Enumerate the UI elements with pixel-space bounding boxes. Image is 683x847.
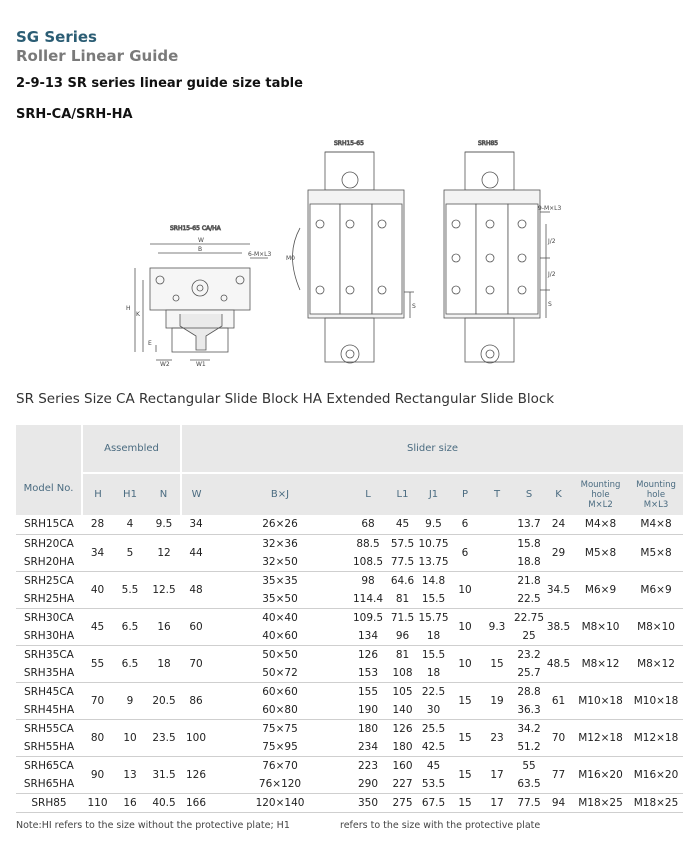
l-cell: 68 <box>349 515 387 534</box>
t-cell <box>481 515 513 534</box>
table-row <box>16 719 683 738</box>
l-cell: 290 <box>349 775 387 794</box>
col-header: L1 <box>396 489 409 500</box>
bj-cell: 32×50 <box>211 553 349 572</box>
l-cell: 153 <box>349 664 387 683</box>
l-cell: 114.4 <box>349 590 387 609</box>
h1-cell: 10 <box>113 719 147 756</box>
t-cell: 9.3 <box>481 608 513 645</box>
l-cell: 134 <box>349 627 387 646</box>
model-cell: SRH65CA <box>24 759 74 772</box>
section-title: 2-9-13 SR series linear guide size table <box>16 76 303 91</box>
w-cell: 48 <box>181 571 211 608</box>
table-body <box>16 515 683 812</box>
bj-cell: 75×95 <box>211 738 349 757</box>
s-cell: 22.75 <box>513 611 545 624</box>
p-cell: 10 <box>449 571 481 608</box>
s-cell: 13.7 <box>513 515 545 534</box>
k-cell: 94 <box>545 793 572 812</box>
k-cell: 70 <box>545 719 572 756</box>
bj-cell: 35×35 <box>262 574 298 587</box>
l-cell: 190 <box>349 701 387 720</box>
model-cell: SRH45HA <box>16 701 82 720</box>
l-cell: 126 <box>357 648 379 661</box>
mount-l3-cell: M18×25 <box>629 793 683 812</box>
col-header: H1 <box>123 489 137 500</box>
s-cell: 34.2 <box>517 722 541 735</box>
k-cell: 24 <box>545 515 572 534</box>
dim-label: K <box>136 311 140 318</box>
dim-label: B <box>198 246 203 253</box>
n-cell: 31.5 <box>147 756 181 793</box>
s-cell: 36.3 <box>513 701 545 720</box>
h1-cell: 9 <box>113 682 147 719</box>
l-cell: 223 <box>357 759 379 772</box>
model-cell: SRH65HA <box>16 775 82 794</box>
n-cell: 12.5 <box>147 571 181 608</box>
w-cell: 60 <box>181 608 211 645</box>
mount-l2-cell: M6×9 <box>572 571 629 608</box>
t-cell: 19 <box>481 682 513 719</box>
model-cell: SRH20HA <box>16 553 82 572</box>
mount-l2-cell: M18×25 <box>572 793 629 812</box>
n-cell: 23.5 <box>147 719 181 756</box>
dim-label: W2 <box>160 361 170 368</box>
footnote-continued: refers to the size with the protective plate <box>340 820 541 831</box>
col-header: P <box>462 489 469 500</box>
l1-cell: 57.5 <box>390 537 415 550</box>
bj-cell: 40×60 <box>211 627 349 646</box>
l1-cell: 71.5 <box>390 611 415 624</box>
col-header: T <box>493 489 501 500</box>
h1-cell: 6.5 <box>113 645 147 682</box>
model-cell: SRH35HA <box>16 664 82 683</box>
model-title: SRH-CA/SRH-HA <box>16 107 133 122</box>
model-cell: SRH55HA <box>16 738 82 757</box>
l1-cell: 140 <box>387 701 418 720</box>
table-row <box>16 645 683 664</box>
s-cell: 25 <box>513 627 545 646</box>
model-cell: SRH15CA <box>16 515 82 534</box>
j1-cell: 15.5 <box>421 648 446 661</box>
w-cell: 126 <box>181 756 211 793</box>
l-cell: 155 <box>357 685 379 698</box>
mount-l3-cell: M6×9 <box>629 571 683 608</box>
t-cell: 17 <box>481 756 513 793</box>
l-cell: 234 <box>349 738 387 757</box>
h-cell: 45 <box>82 608 113 645</box>
table-row <box>16 571 683 590</box>
mount-l3-cell: M12×18 <box>629 719 683 756</box>
l1-cell: 77.5 <box>387 553 418 572</box>
h-cell: 55 <box>82 645 113 682</box>
p-cell: 10 <box>449 608 481 645</box>
w-cell: 34 <box>181 515 211 534</box>
l1-cell: 81 <box>395 648 410 661</box>
n-cell: 40.5 <box>147 793 181 812</box>
l1-cell: 45 <box>387 515 418 534</box>
p-cell: 6 <box>449 515 481 534</box>
l-cell: 180 <box>357 722 379 735</box>
size-table <box>16 425 683 813</box>
t-cell: 23 <box>481 719 513 756</box>
bj-cell: 50×72 <box>211 664 349 683</box>
slider-header: Slider size <box>181 425 683 473</box>
l1-cell: 126 <box>392 722 413 735</box>
bj-cell: 40×40 <box>262 611 298 624</box>
mounting-hole-l2-header: Mounting hole M×L2 <box>580 479 621 510</box>
col-header: H <box>94 489 102 500</box>
mount-l2-cell: M5×8 <box>572 534 629 571</box>
h-cell: 90 <box>82 756 113 793</box>
dim-label: 6-M×L3 <box>248 251 272 258</box>
h-cell: 34 <box>82 534 113 571</box>
right-view-drawing <box>444 140 550 363</box>
l-cell: 350 <box>349 793 387 812</box>
t-cell <box>481 534 513 571</box>
j1-cell: 15.75 <box>418 611 449 624</box>
dim-label: W1 <box>196 361 206 368</box>
model-cell: SRH25HA <box>16 590 82 609</box>
l1-cell: 227 <box>387 775 418 794</box>
dim-label: 9-M×L3 <box>538 205 562 212</box>
col-header: L <box>365 489 371 500</box>
bj-cell: 26×26 <box>211 515 349 534</box>
model-cell: SRH30CA <box>24 611 74 624</box>
table-row <box>16 793 683 812</box>
j1-cell: 45 <box>426 759 441 772</box>
s-cell: 77.5 <box>513 793 545 812</box>
model-header: Model No. <box>16 425 82 515</box>
n-cell: 9.5 <box>147 515 181 534</box>
j1-cell: 30 <box>418 701 449 720</box>
p-cell: 15 <box>449 756 481 793</box>
l1-cell: 105 <box>392 685 413 698</box>
bj-cell: 50×50 <box>262 648 298 661</box>
model-cell: SRH55CA <box>24 722 74 735</box>
l-cell: 98 <box>361 574 375 587</box>
product-subtitle: Roller Linear Guide <box>16 47 179 65</box>
w-cell: 166 <box>181 793 211 812</box>
table-row <box>16 515 683 534</box>
mounting-hole-l3-header: Mounting hole M×L3 <box>636 479 676 510</box>
j1-cell: 25.5 <box>421 722 446 735</box>
j1-cell: 10.75 <box>418 537 449 550</box>
h-cell: 70 <box>82 682 113 719</box>
mount-l2-cell: M8×12 <box>572 645 629 682</box>
model-cell: SRH30HA <box>16 627 82 646</box>
h1-cell: 13 <box>113 756 147 793</box>
series-title: SG Series <box>16 28 97 46</box>
p-cell: 15 <box>449 682 481 719</box>
s-cell: 18.8 <box>513 553 545 572</box>
assembled-header: Assembled <box>82 425 181 473</box>
model-cell: SRH25CA <box>24 574 74 587</box>
l1-cell: 64.6 <box>390 574 415 587</box>
k-cell: 61 <box>545 682 572 719</box>
h-cell: 28 <box>82 515 113 534</box>
l1-cell: 81 <box>387 590 418 609</box>
h1-cell: 4 <box>113 515 147 534</box>
dim-label: H <box>126 305 131 312</box>
j1-cell: 18 <box>418 664 449 683</box>
right-view-label: SRH85 <box>478 140 499 147</box>
mount-l3-cell: M5×8 <box>629 534 683 571</box>
s-cell: 15.8 <box>517 537 541 550</box>
dim-label: M0 <box>286 255 295 262</box>
col-header: S <box>525 489 533 500</box>
n-cell: 18 <box>147 645 181 682</box>
dim-label: E <box>148 340 152 347</box>
col-header: J1 <box>428 489 439 500</box>
h-cell: 110 <box>82 793 113 812</box>
w-cell: 86 <box>181 682 211 719</box>
h1-cell: 5.5 <box>113 571 147 608</box>
mount-l3-cell: M16×20 <box>629 756 683 793</box>
mount-l2-cell: M10×18 <box>572 682 629 719</box>
bj-cell: 35×50 <box>211 590 349 609</box>
dim-label: J/2 <box>548 238 556 245</box>
col-header: W <box>191 489 202 500</box>
mount-l3-cell: M8×10 <box>629 608 683 645</box>
h1-cell: 5 <box>113 534 147 571</box>
mount-l2-cell: M4×8 <box>572 515 629 534</box>
bj-cell: 75×75 <box>262 722 298 735</box>
n-cell: 12 <box>147 534 181 571</box>
s-cell: 25.7 <box>513 664 545 683</box>
t-cell <box>481 571 513 608</box>
dim-label: S <box>548 301 552 308</box>
l1-cell: 275 <box>387 793 418 812</box>
dim-label: S <box>412 303 416 310</box>
j1-cell: 9.5 <box>418 515 449 534</box>
k-cell: 29 <box>545 534 572 571</box>
k-cell: 48.5 <box>545 645 572 682</box>
l-cell: 109.5 <box>352 611 384 624</box>
h1-cell: 16 <box>113 793 147 812</box>
model-cell: SRH85 <box>16 793 82 812</box>
bj-cell: 76×120 <box>211 775 349 794</box>
l1-cell: 108 <box>387 664 418 683</box>
s-cell: 55 <box>522 759 536 772</box>
table-row <box>16 608 683 627</box>
j1-cell: 14.8 <box>421 574 446 587</box>
bj-cell: 76×70 <box>262 759 298 772</box>
t-cell: 17 <box>481 793 513 812</box>
mount-l2-cell: M16×20 <box>572 756 629 793</box>
top-view-drawing <box>293 140 415 363</box>
p-cell: 10 <box>449 645 481 682</box>
l1-cell: 96 <box>387 627 418 646</box>
col-header: N <box>147 473 181 515</box>
w-cell: 44 <box>181 534 211 571</box>
s-cell: 28.8 <box>517 685 541 698</box>
w-cell: 70 <box>181 645 211 682</box>
s-cell: 23.2 <box>517 648 541 661</box>
mount-l2-cell: M8×10 <box>572 608 629 645</box>
model-cell: SRH20CA <box>24 537 74 550</box>
technical-drawing <box>110 130 580 380</box>
model-cell: SRH35CA <box>24 648 74 661</box>
t-cell: 15 <box>481 645 513 682</box>
l-cell: 108.5 <box>349 553 387 572</box>
w-cell: 100 <box>181 719 211 756</box>
n-cell: 20.5 <box>147 682 181 719</box>
s-cell: 21.8 <box>517 574 541 587</box>
front-view-label: SRH15-65 CA/HA <box>170 225 221 232</box>
p-cell: 6 <box>449 534 481 571</box>
l1-cell: 160 <box>392 759 413 772</box>
h-cell: 80 <box>82 719 113 756</box>
table-row <box>16 534 683 553</box>
j1-cell: 18 <box>418 627 449 646</box>
table-row <box>16 756 683 775</box>
mount-l3-cell: M8×12 <box>629 645 683 682</box>
j1-cell: 22.5 <box>421 685 446 698</box>
col-header: B×J <box>270 489 290 500</box>
footnote: Note:HI refers to the size without the protective plate; H1 <box>16 820 290 831</box>
p-cell: 15 <box>449 719 481 756</box>
j1-cell: 15.5 <box>418 590 449 609</box>
s-cell: 22.5 <box>513 590 545 609</box>
mount-l3-cell: M10×18 <box>629 682 683 719</box>
s-cell: 63.5 <box>513 775 545 794</box>
col-header: K <box>555 489 562 500</box>
table-row <box>16 682 683 701</box>
s-cell: 51.2 <box>513 738 545 757</box>
j1-cell: 67.5 <box>418 793 449 812</box>
bj-cell: 32×36 <box>262 537 298 550</box>
top-view-label: SRH15-65 <box>334 140 364 147</box>
mount-l3-cell: M4×8 <box>629 515 683 534</box>
bj-cell: 60×60 <box>262 685 298 698</box>
k-cell: 77 <box>545 756 572 793</box>
j1-cell: 53.5 <box>418 775 449 794</box>
bj-cell: 60×80 <box>211 701 349 720</box>
n-cell: 16 <box>147 608 181 645</box>
k-cell: 38.5 <box>545 608 572 645</box>
h1-cell: 6.5 <box>113 608 147 645</box>
l-cell: 88.5 <box>356 537 380 550</box>
j1-cell: 13.75 <box>418 553 449 572</box>
bj-cell: 120×140 <box>211 793 349 812</box>
table-caption: SR Series Size CA Rectangular Slide Block HA Extended Rectangular Slide Block <box>16 391 555 407</box>
p-cell: 15 <box>449 793 481 812</box>
mount-l2-cell: M12×18 <box>572 719 629 756</box>
k-cell: 34.5 <box>545 571 572 608</box>
h-cell: 40 <box>82 571 113 608</box>
l1-cell: 180 <box>387 738 418 757</box>
model-cell: SRH45CA <box>24 685 74 698</box>
dim-label: W <box>198 237 204 244</box>
j1-cell: 42.5 <box>418 738 449 757</box>
dim-label: J/2 <box>548 271 556 278</box>
